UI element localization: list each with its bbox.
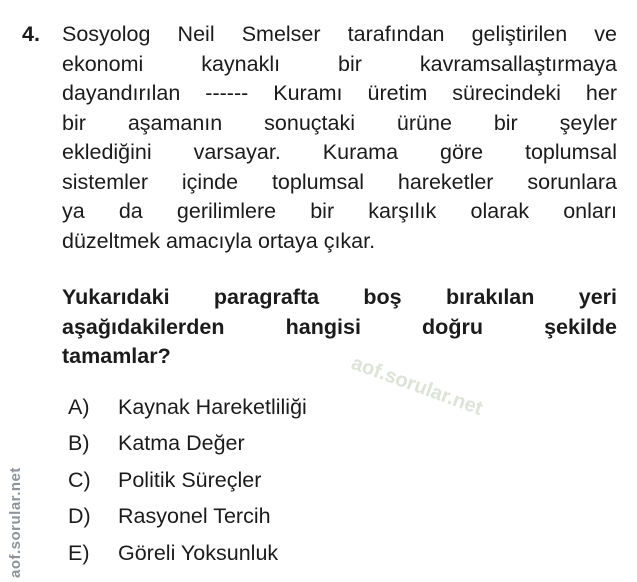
- paragraph-line: ekonomi kaynaklı bir kavramsallaştırmaya: [62, 51, 617, 76]
- question-prompt: [62, 283, 617, 372]
- watermark-diagonal: aof.sorular.net: [348, 352, 486, 420]
- option-text: Rasyonel Tercih: [118, 504, 271, 528]
- option-letter: E): [68, 540, 90, 565]
- paragraph-line: eklediğini varsayar. Kurama göre toplumsal: [62, 140, 617, 164]
- paragraph-line: Sosyolog Neil Smelser tarafından geliştirilen ve: [62, 22, 617, 46]
- option-A[interactable]: [62, 389, 617, 426]
- option-text: Katma Değer: [118, 431, 245, 455]
- paragraph-line: düzeltmek amacıyla ortaya çıkar.: [62, 228, 376, 253]
- paragraph-line: dayandırılan ------ Kuramı üretim sürecindeki her: [62, 81, 617, 105]
- option-E[interactable]: [62, 535, 617, 572]
- question-number: 4.: [22, 22, 40, 46]
- option-letter: C): [68, 467, 91, 492]
- paragraph-line: sistemler içinde toplumsal hareketler sorunlara: [62, 169, 617, 194]
- prompt-line: aşağıdakilerden hangisi doğru şekilde: [62, 314, 617, 339]
- option-C[interactable]: [62, 462, 617, 499]
- option-letter: D): [68, 504, 91, 528]
- option-text: Kaynak Hareketliliği: [118, 394, 307, 419]
- watermark-vertical: aof.sorular.net: [7, 467, 24, 578]
- prompt-line: Yukarıdaki paragrafta boş bırakılan yeri: [62, 285, 617, 309]
- option-text: Göreli Yoksunluk: [118, 540, 279, 565]
- question-body: [62, 20, 617, 571]
- question-paragraph: [62, 20, 617, 256]
- paragraph-line: bir aşamanın sonuçtaki ürüne bir şeyler: [62, 110, 617, 135]
- paragraph-line: ya da gerilimlere bir karşılık olarak onları: [62, 199, 617, 223]
- option-text: Politik Süreçler: [118, 467, 262, 492]
- option-B[interactable]: [62, 425, 617, 462]
- option-letter: A): [68, 394, 90, 419]
- answer-options: [62, 389, 617, 572]
- prompt-line: tamamlar?: [62, 344, 171, 368]
- option-letter: B): [68, 431, 90, 455]
- option-D[interactable]: [62, 498, 617, 535]
